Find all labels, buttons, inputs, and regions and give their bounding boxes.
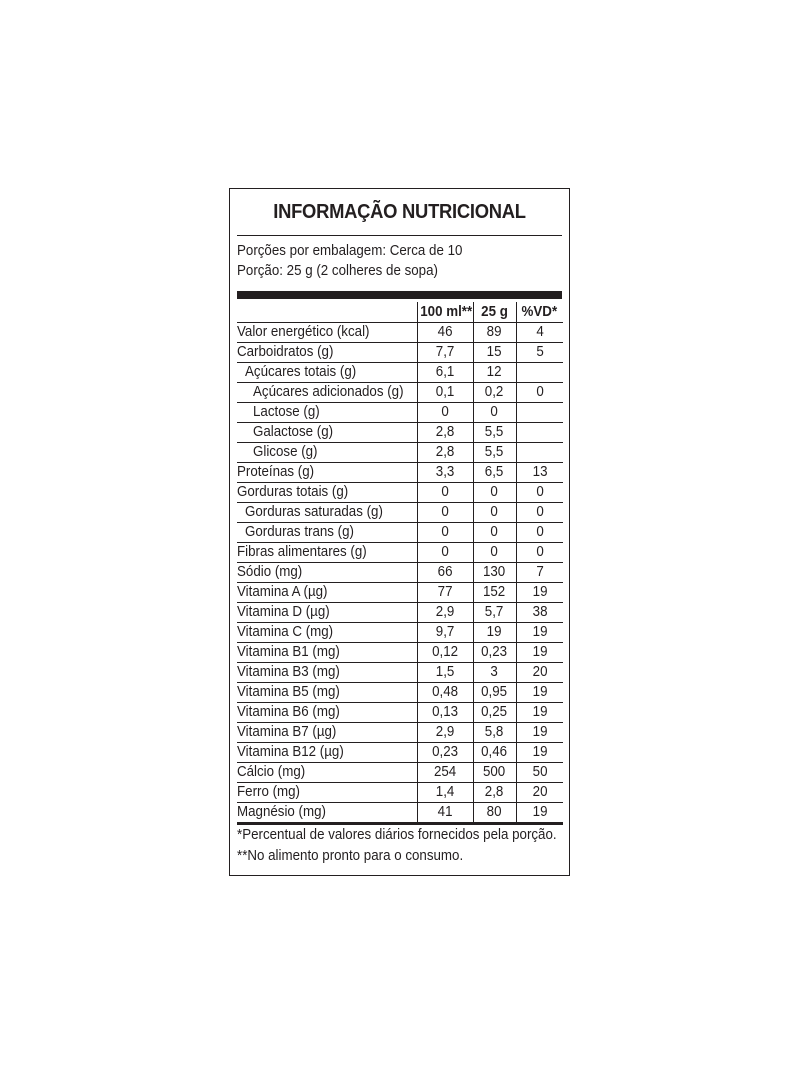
value-per-100ml: 6,1 <box>417 363 473 383</box>
nutrient-name: Vitamina B1 (mg) <box>237 643 417 663</box>
value-daily-percent: 5 <box>516 343 563 363</box>
nutrient-name: Magnésio (mg) <box>237 803 417 824</box>
nutrient-name: Lactose (g) <box>237 403 417 423</box>
value-daily-percent: 20 <box>516 783 563 803</box>
table-row <box>237 723 563 743</box>
value-per-portion: 5,8 <box>473 723 516 743</box>
table-row <box>237 623 563 643</box>
value-per-100ml: 0,48 <box>417 683 473 703</box>
value-per-100ml: 0 <box>417 403 473 423</box>
nutrition-facts-panel <box>229 188 570 876</box>
value-daily-percent: 0 <box>516 483 563 503</box>
nutrient-name: Vitamina B12 (µg) <box>237 743 417 763</box>
value-per-100ml: 0 <box>417 543 473 563</box>
value-per-portion: 0,46 <box>473 743 516 763</box>
value-per-portion: 12 <box>473 363 516 383</box>
nutrient-name: Gorduras totais (g) <box>237 483 417 503</box>
nutrient-name: Vitamina C (mg) <box>237 623 417 643</box>
table-row <box>237 483 563 503</box>
table-row <box>237 563 563 583</box>
nutrient-name: Gorduras trans (g) <box>237 523 417 543</box>
nutrient-name: Vitamina A (µg) <box>237 583 417 603</box>
table-row <box>237 523 563 543</box>
value-daily-percent: 13 <box>516 463 563 483</box>
header-daily-value: %VD* <box>516 302 563 323</box>
value-per-portion: 5,7 <box>473 603 516 623</box>
nutrient-name: Glicose (g) <box>237 443 417 463</box>
value-per-100ml: 66 <box>417 563 473 583</box>
nutrient-name: Cálcio (mg) <box>237 763 417 783</box>
value-per-portion: 0,25 <box>473 703 516 723</box>
nutrient-name: Gorduras saturadas (g) <box>237 503 417 523</box>
value-per-portion: 2,8 <box>473 783 516 803</box>
value-daily-percent <box>516 403 563 423</box>
value-per-portion: 3 <box>473 663 516 683</box>
value-daily-percent: 19 <box>516 803 563 824</box>
value-per-100ml: 2,9 <box>417 723 473 743</box>
value-per-portion: 5,5 <box>473 443 516 463</box>
value-per-100ml: 3,3 <box>417 463 473 483</box>
table-row <box>237 543 563 563</box>
value-daily-percent <box>516 443 563 463</box>
nutrient-name: Galactose (g) <box>237 423 417 443</box>
value-daily-percent: 4 <box>516 323 563 343</box>
value-per-100ml: 0,13 <box>417 703 473 723</box>
table-row <box>237 463 563 483</box>
nutrient-name: Vitamina B3 (mg) <box>237 663 417 683</box>
value-per-portion: 0,2 <box>473 383 516 403</box>
table-row <box>237 703 563 723</box>
nutrient-name: Ferro (mg) <box>237 783 417 803</box>
value-per-100ml: 2,8 <box>417 423 473 443</box>
value-per-portion: 152 <box>473 583 516 603</box>
footnote-daily-value: *Percentual de valores diários fornecidos pela porção. <box>237 827 557 843</box>
value-per-100ml: 2,9 <box>417 603 473 623</box>
value-per-100ml: 0 <box>417 503 473 523</box>
value-per-100ml: 0,12 <box>417 643 473 663</box>
value-per-100ml: 254 <box>417 763 473 783</box>
table-row <box>237 643 563 663</box>
value-daily-percent <box>516 423 563 443</box>
header-per-100ml: 100 ml** <box>417 302 473 323</box>
table-row <box>237 783 563 803</box>
nutrient-name: Proteínas (g) <box>237 463 417 483</box>
table-row <box>237 743 563 763</box>
value-daily-percent: 0 <box>516 523 563 543</box>
table-row <box>237 803 563 824</box>
nutrient-name: Vitamina B5 (mg) <box>237 683 417 703</box>
serving-size: Porção: 25 g (2 colheres de sopa) <box>237 263 438 279</box>
nutrient-name: Fibras alimentares (g) <box>237 543 417 563</box>
value-per-100ml: 41 <box>417 803 473 824</box>
value-per-100ml: 77 <box>417 583 473 603</box>
value-per-100ml: 0,1 <box>417 383 473 403</box>
table-row <box>237 343 563 363</box>
table-row <box>237 423 563 443</box>
nutrient-name: Carboidratos (g) <box>237 343 417 363</box>
nutrient-name: Vitamina D (µg) <box>237 603 417 623</box>
value-daily-percent: 19 <box>516 583 563 603</box>
value-per-100ml: 46 <box>417 323 473 343</box>
value-per-100ml: 1,5 <box>417 663 473 683</box>
value-daily-percent: 7 <box>516 563 563 583</box>
nutrient-name: Sódio (mg) <box>237 563 417 583</box>
value-daily-percent: 19 <box>516 723 563 743</box>
table-row <box>237 763 563 783</box>
value-daily-percent <box>516 363 563 383</box>
value-per-portion: 19 <box>473 623 516 643</box>
value-per-100ml: 7,7 <box>417 343 473 363</box>
value-per-portion: 130 <box>473 563 516 583</box>
value-per-portion: 500 <box>473 763 516 783</box>
table-row <box>237 503 563 523</box>
nutrient-name: Açúcares totais (g) <box>237 363 417 383</box>
value-per-portion: 6,5 <box>473 463 516 483</box>
value-per-portion: 89 <box>473 323 516 343</box>
table-row <box>237 583 563 603</box>
value-per-portion: 0 <box>473 543 516 563</box>
value-daily-percent: 19 <box>516 643 563 663</box>
table-row <box>237 683 563 703</box>
value-per-portion: 15 <box>473 343 516 363</box>
value-daily-percent: 0 <box>516 503 563 523</box>
value-per-portion: 0 <box>473 403 516 423</box>
table-row <box>237 363 563 383</box>
nutrition-rows <box>237 323 563 824</box>
value-per-portion: 80 <box>473 803 516 824</box>
table-row <box>237 603 563 623</box>
thick-divider <box>237 291 562 299</box>
value-daily-percent: 0 <box>516 383 563 403</box>
value-daily-percent: 19 <box>516 743 563 763</box>
value-daily-percent: 38 <box>516 603 563 623</box>
value-daily-percent: 50 <box>516 763 563 783</box>
value-per-portion: 0,95 <box>473 683 516 703</box>
value-daily-percent: 19 <box>516 623 563 643</box>
nutrient-name: Vitamina B7 (µg) <box>237 723 417 743</box>
value-per-100ml: 0,23 <box>417 743 473 763</box>
nutrition-table <box>237 302 563 825</box>
value-per-100ml: 9,7 <box>417 623 473 643</box>
table-row <box>237 323 563 343</box>
value-per-portion: 5,5 <box>473 423 516 443</box>
value-per-portion: 0 <box>473 483 516 503</box>
title-divider <box>237 235 562 236</box>
label-title: INFORMAÇÃO NUTRICIONAL <box>273 201 526 223</box>
header-nutrient <box>237 302 417 323</box>
table-header-row <box>237 302 563 323</box>
value-per-100ml: 0 <box>417 483 473 503</box>
value-daily-percent: 0 <box>516 543 563 563</box>
value-daily-percent: 19 <box>516 683 563 703</box>
value-per-100ml: 2,8 <box>417 443 473 463</box>
value-per-portion: 0 <box>473 503 516 523</box>
nutrient-name: Açúcares adicionados (g) <box>237 383 417 403</box>
table-row <box>237 403 563 423</box>
value-daily-percent: 19 <box>516 703 563 723</box>
value-daily-percent: 20 <box>516 663 563 683</box>
value-per-portion: 0 <box>473 523 516 543</box>
servings-per-package: Porções por embalagem: Cerca de 10 <box>237 243 463 259</box>
nutrient-name: Valor energético (kcal) <box>237 323 417 343</box>
table-row <box>237 443 563 463</box>
value-per-portion: 0,23 <box>473 643 516 663</box>
value-per-100ml: 1,4 <box>417 783 473 803</box>
table-row <box>237 383 563 403</box>
header-per-portion: 25 g <box>473 302 516 323</box>
table-row <box>237 663 563 683</box>
nutrient-name: Vitamina B6 (mg) <box>237 703 417 723</box>
footnote-ready-to-eat: **No alimento pronto para o consumo. <box>237 848 464 864</box>
value-per-100ml: 0 <box>417 523 473 543</box>
